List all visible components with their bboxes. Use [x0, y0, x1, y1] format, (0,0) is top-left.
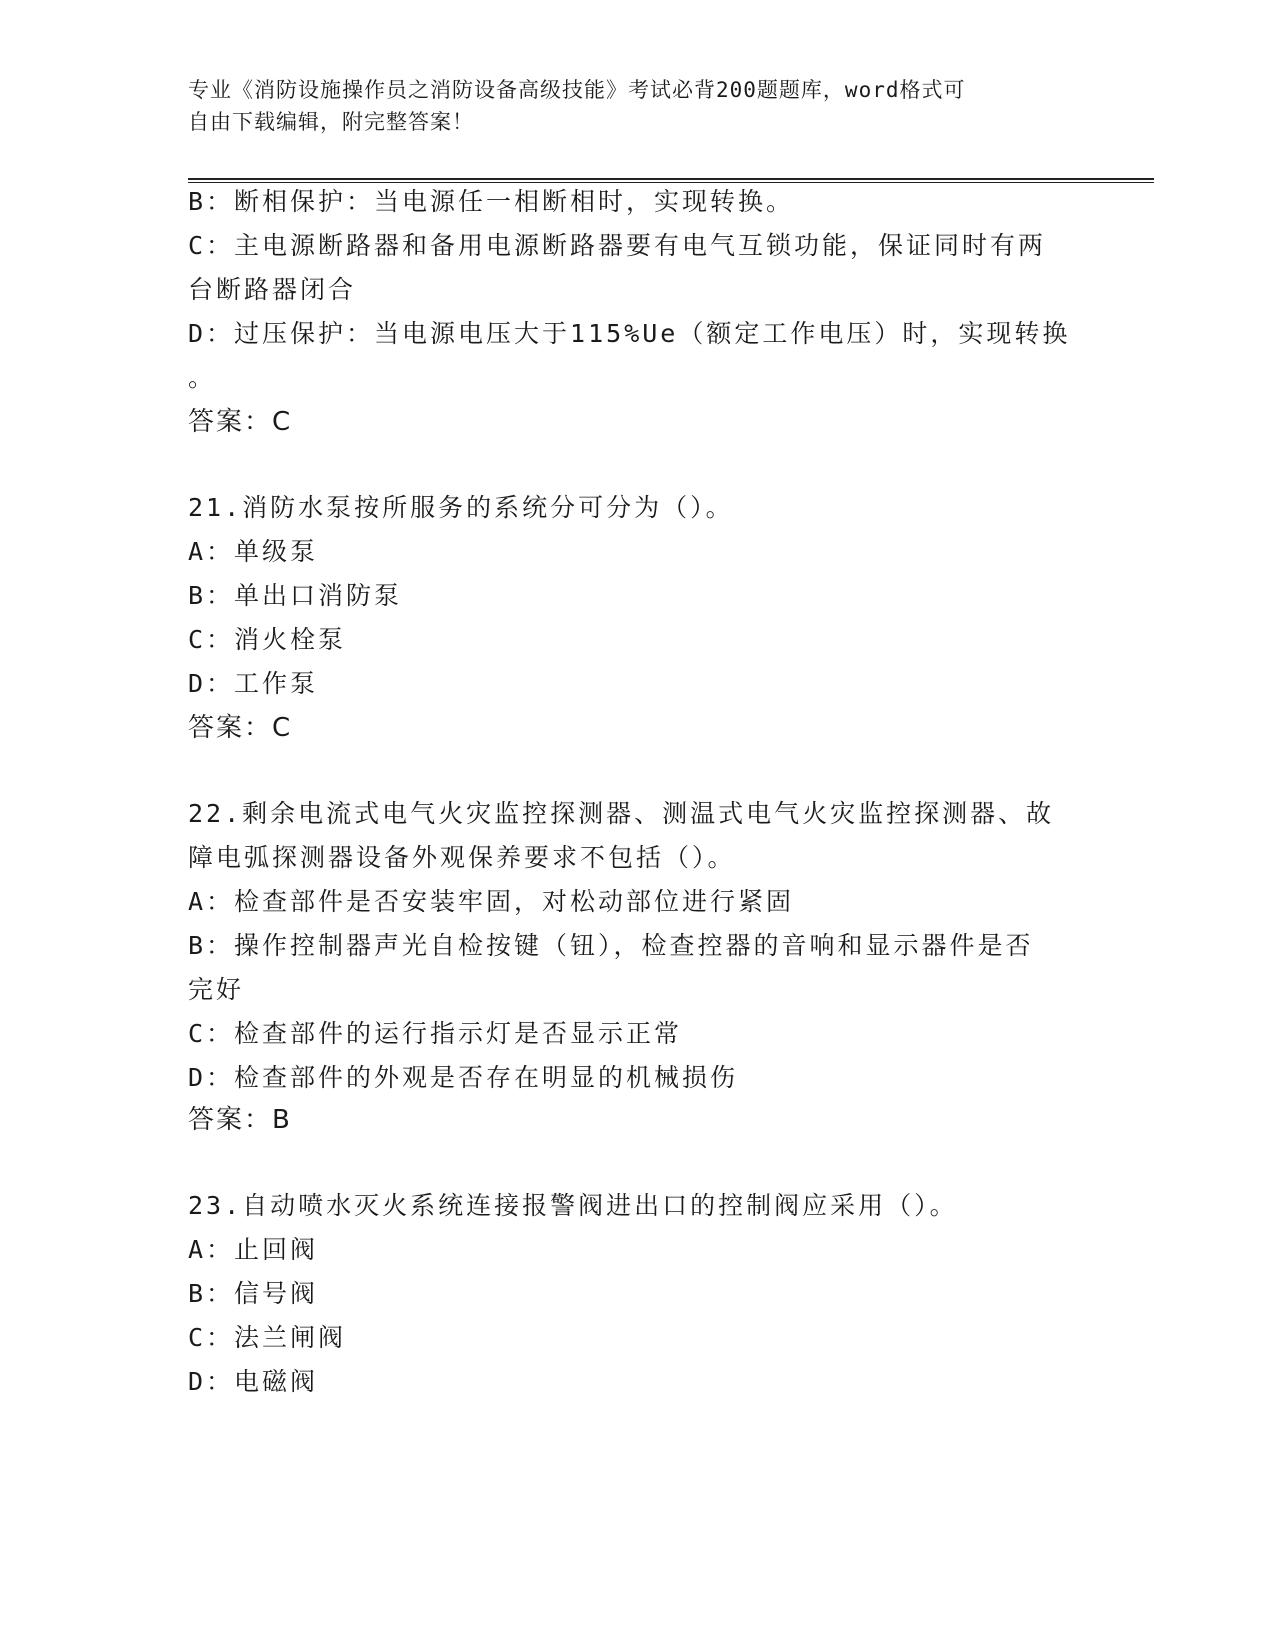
q21-question: 21.消防水泵按所服务的系统分可分为（）。: [188, 493, 734, 522]
q23-question: 23.自动喷水灭火系统连接报警阀进出口的控制阀应采用（）。: [188, 1191, 958, 1220]
q20-option-d-line2: 。: [188, 363, 217, 392]
q21-option-b: B：单出口消防泵: [188, 581, 403, 610]
q20-option-c-line1: C：主电源断路器和备用电源断路器要有电气互锁功能，保证同时有两: [188, 231, 1047, 260]
q21-option-d: D：工作泵: [188, 669, 319, 698]
q22-answer: 答案：B: [188, 1105, 292, 1135]
header-line-2: 自由下载编辑，附完整答案！: [188, 110, 474, 134]
q22-option-b-line2: 完好: [188, 975, 245, 1004]
q23-option-d: D：电磁阀: [188, 1367, 319, 1396]
q22-question-line2: 障电弧探测器设备外观保养要求不包括（）。: [188, 843, 736, 872]
header-line-1: 专业《消防设施操作员之消防设备高级技能》考试必背200题题库，word格式可: [188, 78, 966, 102]
q20-option-c-line2: 台断路器闭合: [188, 275, 357, 304]
q21-option-c: C：消火栓泵: [188, 625, 347, 654]
q20-option-b: B：断相保护：当电源任一相断相时，实现转换。: [188, 187, 795, 216]
q22-option-d: D：检查部件的外观是否存在明显的机械损伤: [188, 1063, 739, 1092]
q21-option-a: A：单级泵: [188, 537, 319, 566]
q22-option-b-line1: B：操作控制器声光自检按键（钮），检查控器的音响和显示器件是否: [188, 931, 1034, 960]
q20-option-d-line1: D：过压保护：当电源电压大于115%Ue（额定工作电压）时，实现转换: [188, 319, 1071, 348]
q20-answer: 答案：C: [188, 407, 293, 437]
header-divider: [188, 178, 1154, 183]
q22-option-c: C：检查部件的运行指示灯是否显示正常: [188, 1019, 683, 1048]
q23-option-b: B：信号阀: [188, 1279, 319, 1308]
q22-question-line1: 22.剩余电流式电气火灾监控探测器、测温式电气火灾监控探测器、故: [188, 799, 1055, 828]
q23-option-c: C：法兰闸阀: [188, 1323, 347, 1352]
q23-option-a: A：止回阀: [188, 1235, 319, 1264]
document-header: [188, 74, 1068, 138]
q21-answer: 答案：C: [188, 713, 293, 743]
q22-option-a: A：检查部件是否安装牢固，对松动部位进行紧固: [188, 887, 795, 916]
